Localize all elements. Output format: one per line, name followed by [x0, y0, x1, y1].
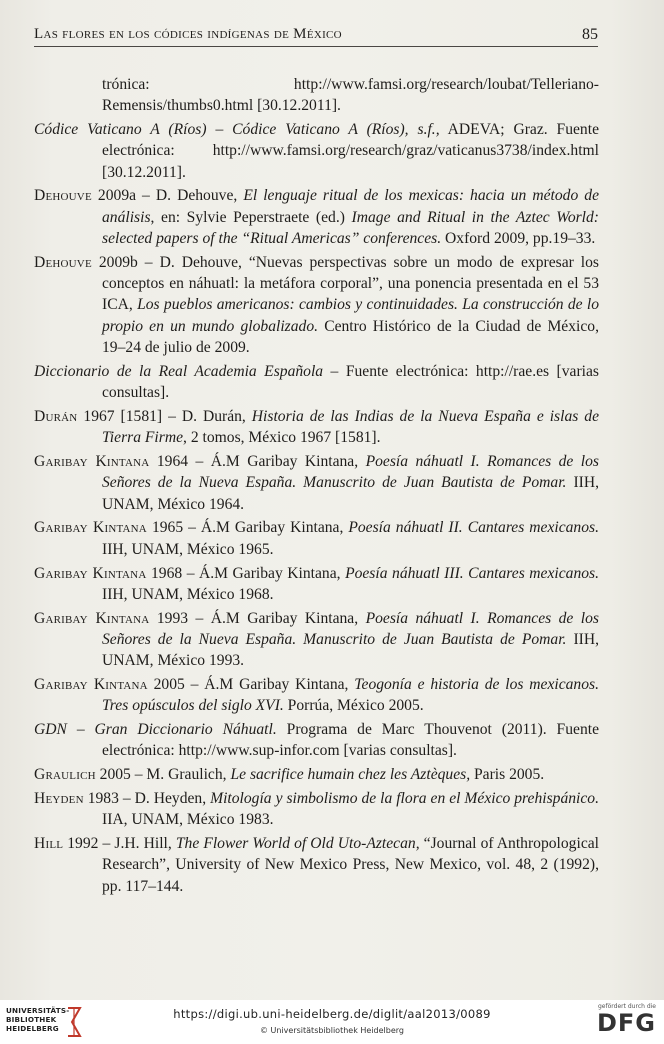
author-name: Dehouve — [34, 187, 92, 205]
entry-text: Paris 2005. — [470, 766, 545, 784]
work-title: Mitología y simbolismo de la flora en el México prehispánico. — [210, 790, 600, 807]
entry-text: Centro Histórico de la Ciudad de México, 19–24 de julio de 2009. — [102, 317, 599, 357]
digitization-footer — [0, 1000, 664, 1044]
entry-text: 1983 – D. Heyden, — [83, 790, 211, 807]
author-name: Graulich — [34, 766, 96, 784]
entry-text: IIH, UNAM, México 1965. — [102, 540, 274, 558]
entry-text: 1967 [1581] – D. Durán, — [77, 407, 252, 425]
bibliography-entry — [34, 451, 599, 515]
work-title: Diccionario de la Real Academia Española — [34, 362, 324, 380]
dfg-wordmark: DFG — [596, 1009, 656, 1037]
entry-text: Oxford 2009, pp.19–33. — [441, 230, 596, 248]
entry-text: 1965 – Á.M Garibay Kintana, — [146, 519, 349, 537]
work-title: Poesía náhuatl II. Cantares mexicanos. — [348, 519, 599, 537]
work-title: Poesía náhuatl I. Romances de los Señores de la Nueva España. Manuscrito de Juan Bautista de Pomar. — [102, 453, 599, 492]
running-head: Las flores en los códices indígenas de México — [34, 26, 342, 42]
work-title: Teogonía e historia de los mexicanos. Tres opúsculos del siglo XVI. — [102, 676, 599, 715]
bibliography-list — [34, 74, 599, 899]
bibliography-entry — [34, 185, 599, 249]
work-title: Poesía náhuatl I. Romances de los Señores de la Nueva España. Manuscrito de Juan Bautista de Pomar. — [102, 609, 599, 648]
bibliography-entry — [34, 361, 599, 404]
bibliography-entry — [34, 74, 599, 117]
bibliography-entry — [34, 608, 599, 672]
author-name: Dehouve — [34, 253, 92, 271]
author-name: Heyden — [34, 790, 84, 807]
copyright-notice: © Universitätsbibliothek Heidelberg — [259, 1026, 404, 1035]
author-name: Garibay Kintana — [34, 609, 150, 627]
entry-text: Programa de Marc Thouvenot (2011). Fuente electrónica: http://www.sup-infor.com [varias consultas]. — [102, 721, 599, 760]
entry-text: 1993 – Á.M Garibay Kintana, — [149, 609, 366, 627]
bibliography-entry — [34, 719, 599, 762]
dfg-logo[interactable] — [592, 1003, 656, 1041]
work-title: Los pueblos americanos: cambios y continuidades. La construcción de lo propio en un mundo globalizado. — [102, 296, 600, 335]
bibliography-entry — [34, 764, 599, 785]
library-name: UNIVERSITÄTS- BIBLIOTHEK HEIDELBERG — [6, 1006, 70, 1033]
entry-text: , en: Sylvie Peperstraete (ed.) — [150, 208, 352, 226]
bibliography-entry — [34, 119, 599, 183]
entry-text: ADEVA; Graz. Fuente electrónica: http://www.famsi.org/research/graz/vaticanus3738/index.html [30.12.2011]. — [102, 121, 599, 181]
entry-text: trónica: http://www.famsi.org/research/loubat/Telleriano-Remensis/thumbs0.html [30.12.2011]. — [102, 76, 599, 115]
bibliography-entry — [34, 833, 599, 897]
work-title: Códice Vaticano A (Ríos) – Códice Vaticano A (Ríos), s.f., — [34, 121, 440, 139]
work-title: El lenguaje ritual de los mexicas: hacia un método de análisis — [102, 187, 599, 226]
entry-text: IIH, UNAM, México 1993. — [102, 630, 600, 670]
entry-text: Porrúa, México 2005. — [283, 697, 424, 715]
entry-text: 2009a – D. Dehouve, — [91, 187, 244, 205]
work-title: Poesía náhuatl III. Cantares mexicanos. — [345, 564, 600, 582]
entry-text: IIH, UNAM, México 1968. — [102, 585, 274, 603]
entry-text: – Fuente electrónica: http://rae.es [varias consultas]. — [102, 362, 599, 402]
work-title: GDN – Gran Diccionario Náhuatl. — [34, 721, 277, 739]
page-number: 85 — [582, 26, 598, 43]
work-title: Image and Ritual in the Aztec World: selected papers of the “Ritual Americas” conferences. — [102, 208, 600, 248]
entry-text: IIH, UNAM, México 1964. — [102, 474, 600, 513]
entry-text: 2005 – Á.M Garibay Kintana, — [147, 676, 355, 694]
work-title: Historia de las Indias de la Nueva España e islas de Tierra Firme — [102, 407, 599, 447]
page-header — [34, 26, 598, 47]
bibliography-entry — [34, 406, 599, 449]
work-title: The Flower World of Old Uto-Aztecan, — [175, 835, 420, 853]
entry-text: 1968 – Á.M Garibay Kintana, — [146, 564, 346, 582]
entry-text: 2009b – D. Dehouve, “Nuevas perspectivas sobre un modo de expresar los conceptos en náhuatl: la metáfora corporal”, una ponencia presentada en el 53 ICA, — [91, 253, 599, 314]
bibliography-entry — [34, 788, 599, 831]
entry-text: “Journal of Anthropological Research”, University of New Mexico Press, New Mexico, vol. 48, 2 (1992), pp. 117–144. — [102, 835, 599, 895]
bibliography-entry — [34, 563, 599, 606]
work-title: Le sacrifice humain chez les Aztèques, — [230, 766, 471, 784]
bibliography-entry — [34, 517, 599, 560]
permalink-url[interactable]: https://digi.ub.uni-heidelberg.de/diglit/aal2013/0089 — [173, 1007, 491, 1021]
entry-text: 2005 – M. Graulich, — [95, 766, 231, 784]
author-name: Garibay Kintana — [34, 453, 150, 471]
entry-text: 1992 – J.H. Hill, — [63, 835, 176, 853]
entry-text: IIA, UNAM, México 1983. — [102, 811, 274, 829]
author-name: Garibay Kintana — [34, 564, 147, 582]
entry-text: 1964 – Á.M Garibay Kintana, — [149, 453, 366, 471]
entry-text: , 2 tomos, México 1967 [1581]. — [183, 429, 381, 447]
author-name: Garibay Kintana — [34, 676, 148, 694]
author-name: Garibay Kintana — [34, 519, 147, 537]
author-name: Hill — [34, 835, 64, 853]
funded-by-label: gefördert durch die — [598, 1003, 656, 1010]
bibliography-entry — [34, 674, 599, 717]
bibliography-entry — [34, 252, 599, 358]
author-name: Durán — [34, 407, 78, 425]
